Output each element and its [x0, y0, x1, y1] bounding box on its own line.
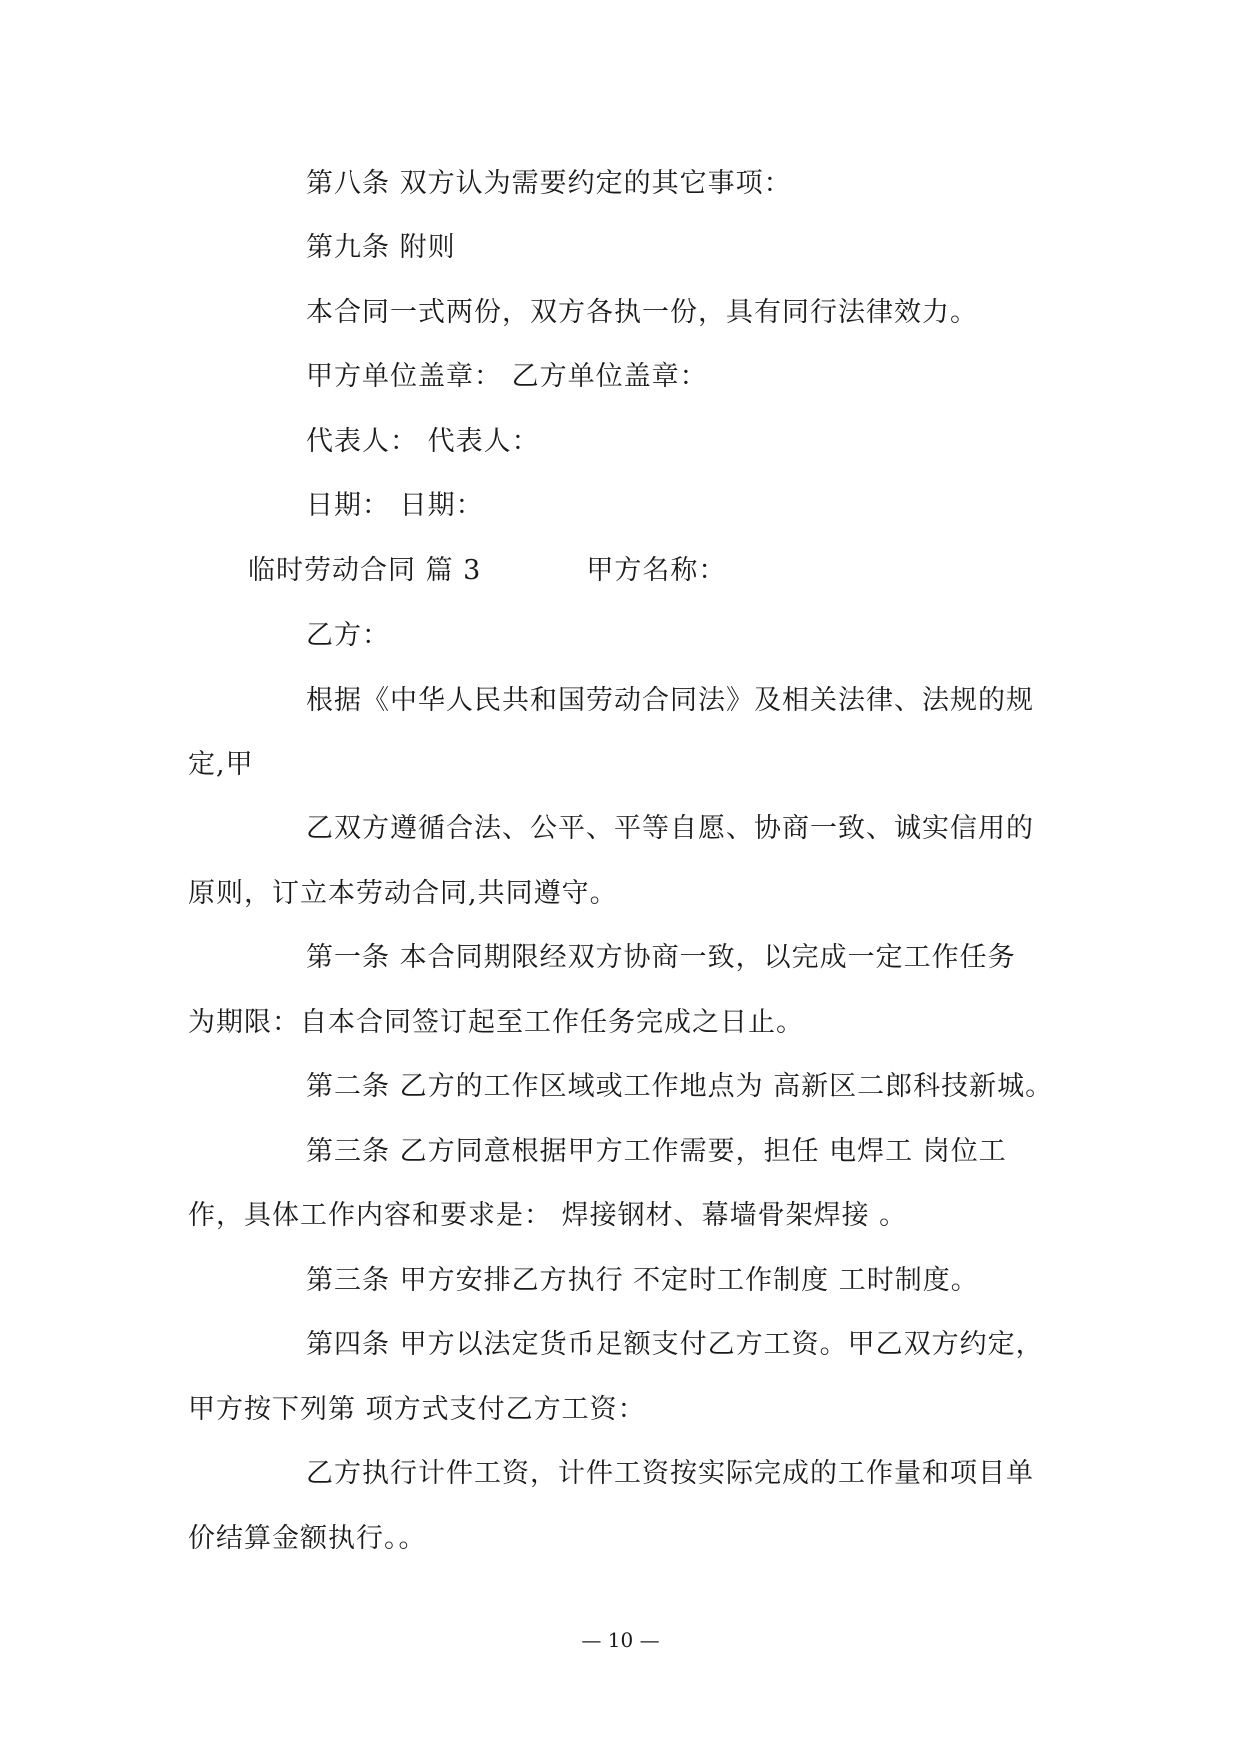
- clause-8: 第八条 双方认为需要约定的其它事项：: [306, 168, 792, 199]
- date-line: 日期： 日期：: [306, 490, 484, 521]
- clause-4-line-1: 第四条 甲方以法定货币足额支付乙方工资。甲乙双方约定，: [306, 1329, 1044, 1360]
- wage-line-2: 价结算金额执行。。: [188, 1523, 427, 1554]
- preamble-line-3: 乙双方遵循合法、公平、平等自愿、协商一致、诚实信用的: [306, 813, 1034, 844]
- clause-3b: 第三条 甲方安排乙方执行 不定时工作制度 工时制度。: [306, 1265, 979, 1296]
- clause-1-line-2: 为期限：自本合同签订起至工作任务完成之日止。: [188, 1007, 804, 1038]
- seal-line: 甲方单位盖章： 乙方单位盖章：: [306, 361, 708, 392]
- clause-2: 第二条 乙方的工作区域或工作地点为 高新区二郎科技新城。: [306, 1071, 1054, 1102]
- clause-9: 第九条 附则: [306, 232, 456, 263]
- wage-line-1: 乙方执行计件工资，计件工资按实际完成的工作量和项目单: [306, 1458, 1034, 1489]
- page-number: — 10 —: [581, 1628, 660, 1652]
- representative-line: 代表人： 代表人：: [306, 426, 540, 457]
- clause-4-line-2: 甲方按下列第 项方式支付乙方工资：: [188, 1394, 646, 1425]
- preamble-line-2: 定,甲: [188, 749, 254, 780]
- copies-statement: 本合同一式两份，双方各执一份，具有同行法律效力。: [306, 297, 978, 328]
- clause-3-line-2: 作，具体工作内容和要求是： 焊接钢材、幕墙骨架焊接 。: [188, 1200, 908, 1231]
- clause-1-line-1: 第一条 本合同期限经双方协商一致，以完成一定工作任务: [306, 942, 1016, 973]
- contract-title: 临时劳动合同 篇 3: [248, 555, 482, 586]
- preamble-line-4: 原则，订立本劳动合同,共同遵守。: [188, 878, 618, 909]
- clause-3-line-1: 第三条 乙方同意根据甲方工作需要，担任 电焊工 岗位工: [306, 1136, 1007, 1167]
- party-a-name-label: 甲方名称：: [586, 555, 727, 586]
- contract-heading: [248, 554, 726, 588]
- party-b-label: 乙方：: [306, 620, 390, 651]
- preamble-line-1: 根据《中华人民共和国劳动合同法》及相关法律、法规的规: [306, 685, 1034, 716]
